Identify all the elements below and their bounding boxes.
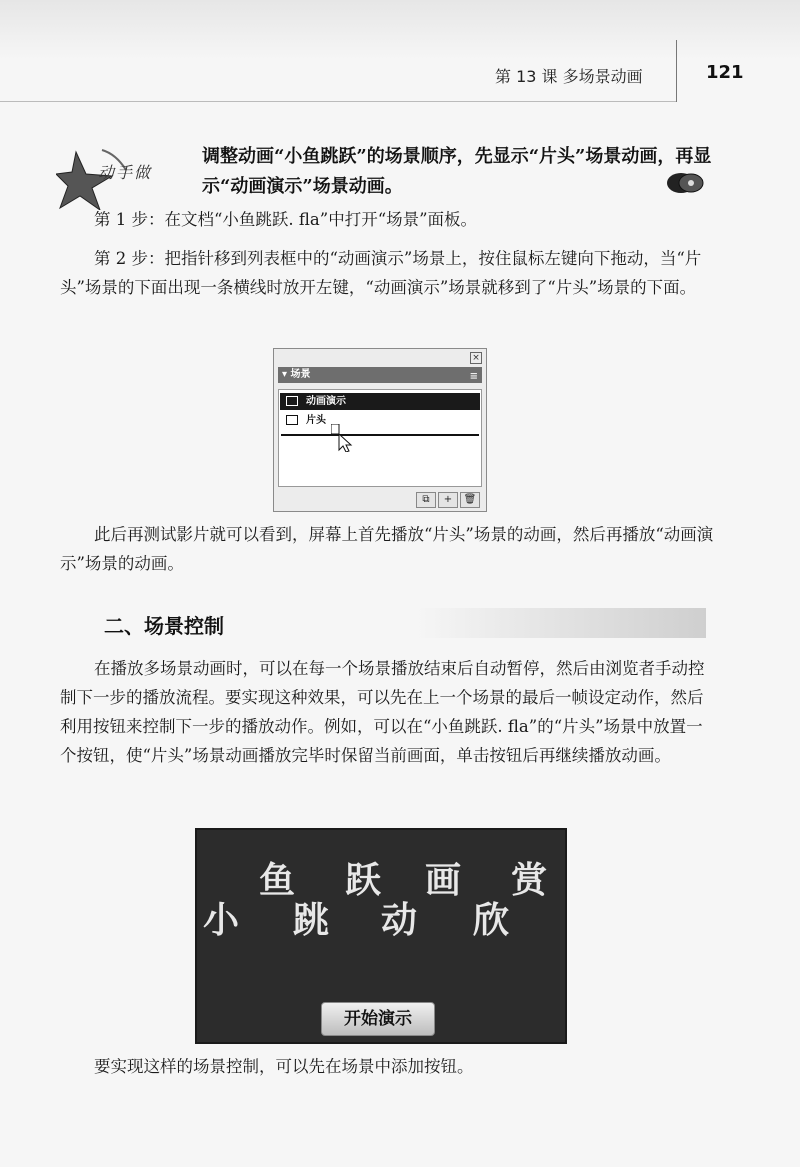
step-1: 第 1 步：在文档“小鱼跳跃. fla”中打开“场景”面板。 xyxy=(94,210,478,229)
final-paragraph: 要实现这样的场景控制，可以先在场景中添加按钮。 xyxy=(94,1057,474,1076)
panel-title xyxy=(278,367,482,383)
step-2: 第 2 步：把指针移到列表框中的“动画演示”场景上，按住鼠标左键向下拖动，当“片头”场景的下面出现一条横线时放开左键，“动画演示”场景就移到了“片头”场景的下面。 xyxy=(60,249,702,297)
title-char: 鱼 xyxy=(259,859,296,901)
scene-panel xyxy=(273,348,487,512)
task-text: 调整动画“小鱼跳跃”的场景顺序，先显示“片头”场景动画，再显示“动画演示”场景动画。 xyxy=(202,146,712,197)
delete-scene-button[interactable]: 🗑 xyxy=(460,492,480,508)
scene-name: 片头 xyxy=(306,415,326,426)
scene-item-animation-demo[interactable] xyxy=(280,393,480,410)
menu-icon[interactable]: ≡ xyxy=(469,371,478,382)
panel-toolbar xyxy=(416,492,480,508)
title-char: 赏 xyxy=(511,859,548,901)
title-char: 跳 xyxy=(293,899,330,941)
header-divider xyxy=(676,40,677,102)
title-char: 欣 xyxy=(473,899,510,941)
duplicate-scene-button[interactable]: ⧉ xyxy=(416,492,436,508)
lesson-title: 第 13 课 多场景动画 xyxy=(495,67,643,86)
drag-cursor-icon xyxy=(331,424,353,452)
scene-name: 动画演示 xyxy=(306,396,346,407)
clapper-icon xyxy=(286,396,298,406)
title-char: 小 xyxy=(203,899,240,941)
scene-list[interactable] xyxy=(278,389,482,487)
title-char: 画 xyxy=(425,859,462,901)
page-header xyxy=(0,0,800,105)
close-icon[interactable]: × xyxy=(470,352,482,364)
disc-icon xyxy=(665,172,705,194)
section-heading xyxy=(60,608,706,638)
page-number: 121 xyxy=(706,62,744,83)
add-scene-button[interactable]: + xyxy=(438,492,458,508)
drop-indicator-line xyxy=(281,434,479,436)
after-paragraph: 此后再测试影片就可以看到，屏幕上首先播放“片头”场景的动画，然后再播放“动画演示”场景的动画。 xyxy=(60,525,714,573)
header-rule xyxy=(0,101,676,102)
section-title: 二、场景控制 xyxy=(104,614,224,638)
start-demo-button[interactable]: 开始演示 xyxy=(321,1002,435,1036)
movie-preview xyxy=(195,828,567,1044)
section-body: 在播放多场景动画时，可以在每一个场景播放结束后自动暂停，然后由浏览者手动控制下一步的播放流程。要实现这种效果，可以先在上一个场景的最后一帧设定动作，然后利用按钮来控制下一步的播放动作。例如，可以在“小鱼跳跃. fla”的“片头”场景中放置一个按钮，使“片头”场景动画播放完毕时保留当前画面，单击按钮后再继续播放动画。 xyxy=(60,659,705,765)
scene-item-intro[interactable] xyxy=(280,412,480,429)
clapper-icon xyxy=(286,415,298,425)
handson-label: 动手做 xyxy=(98,163,153,182)
header-shading xyxy=(0,0,800,60)
title-char: 动 xyxy=(381,899,418,941)
panel-title-text: ▾ 场景 xyxy=(282,369,311,380)
title-char: 跃 xyxy=(345,859,382,901)
